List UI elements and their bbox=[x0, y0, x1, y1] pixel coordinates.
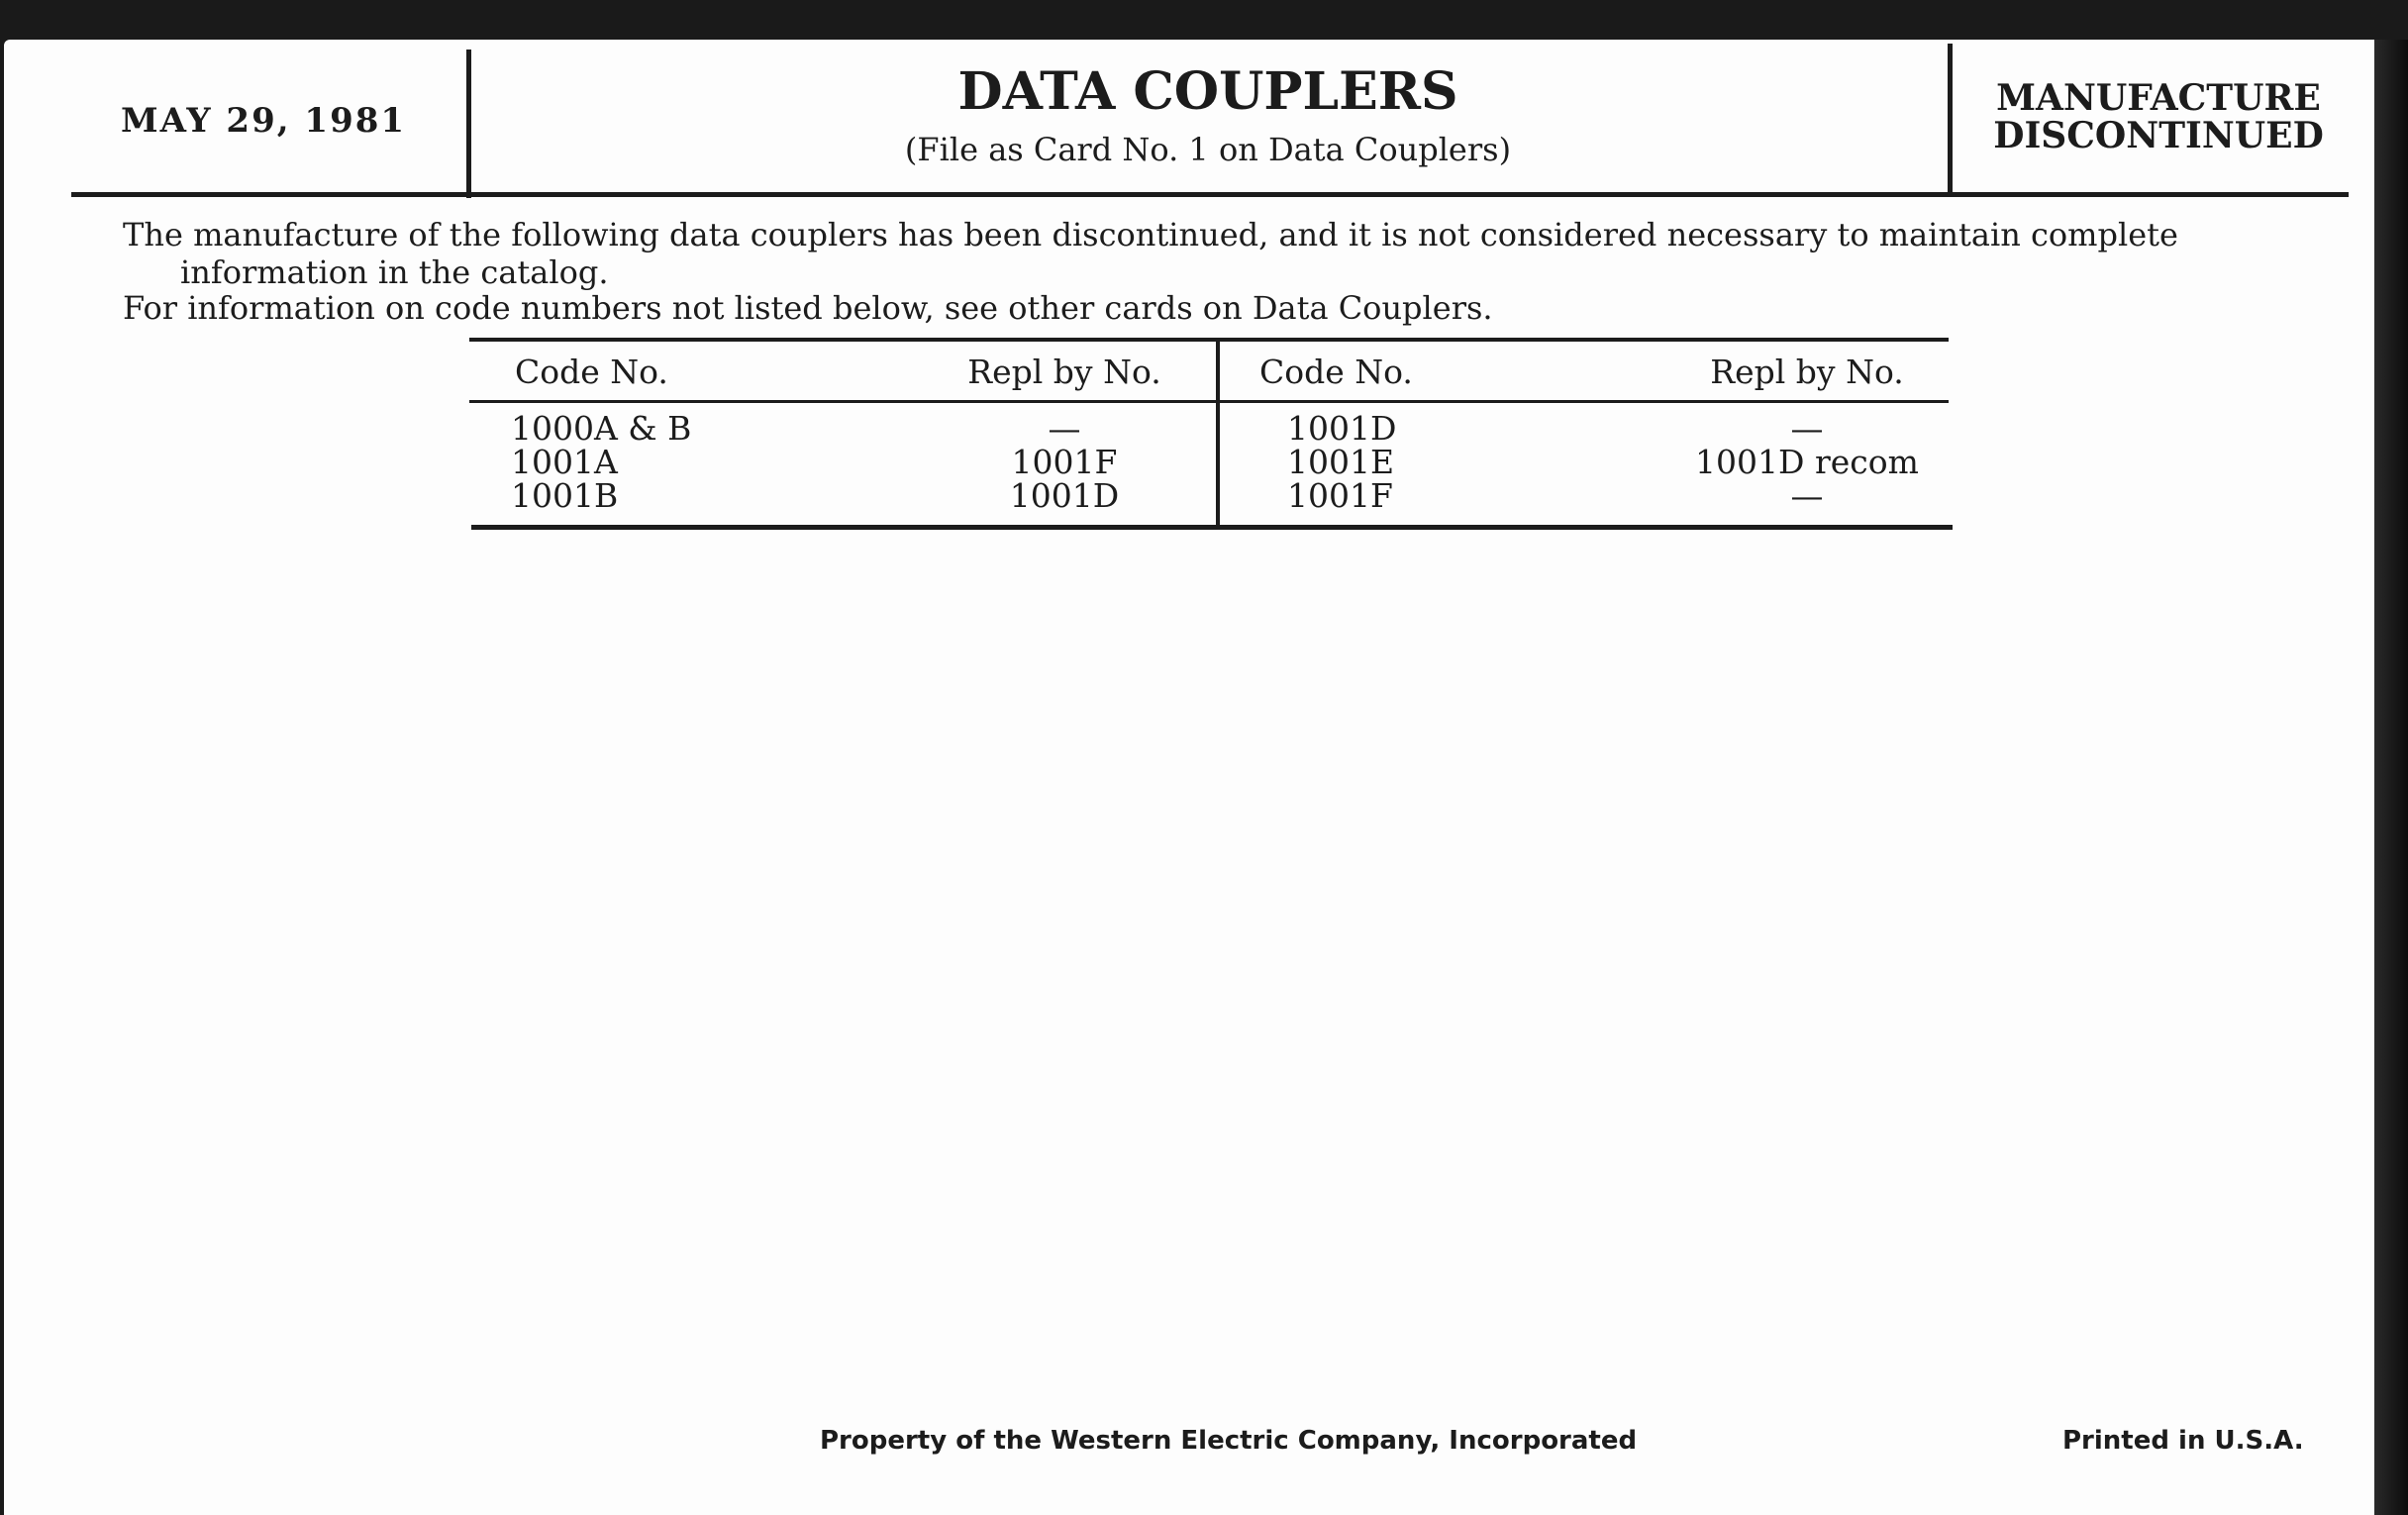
page-subtitle: (File as Card No. 1 on Data Couplers) bbox=[904, 131, 1512, 168]
intro-paragraph bbox=[123, 216, 2301, 291]
page-title: DATA COUPLERS bbox=[957, 61, 1458, 122]
header-divider-right bbox=[1948, 44, 1953, 194]
code-cell: 1001A bbox=[511, 443, 618, 481]
table-bottom-rule bbox=[471, 525, 1953, 530]
status-line-1: MANUFACTURE bbox=[1996, 77, 2321, 119]
table-row bbox=[1287, 409, 1397, 515]
repl-cell: 1001D recom bbox=[1695, 443, 1919, 481]
table-header-code-left: Code No. bbox=[515, 353, 668, 391]
table-row bbox=[1663, 409, 1951, 515]
code-cell: 1001F bbox=[1287, 476, 1393, 515]
header-rule bbox=[71, 192, 2349, 197]
repl-cell: 1001D bbox=[1009, 476, 1120, 515]
table-header-rule bbox=[469, 400, 1949, 403]
status-badge bbox=[1980, 79, 2337, 154]
code-cell: 1001E bbox=[1287, 443, 1395, 481]
table-row bbox=[921, 409, 1208, 515]
table-row bbox=[511, 409, 692, 515]
repl-cell: — bbox=[1790, 476, 1824, 515]
footer-printed: Printed in U.S.A. bbox=[2062, 1426, 2304, 1456]
status-line-2: DISCONTINUED bbox=[1993, 115, 2324, 156]
card-date: MAY 29, 1981 bbox=[121, 101, 407, 141]
table-top-rule bbox=[469, 338, 1949, 342]
table-header-repl-left: Repl by No. bbox=[967, 353, 1161, 391]
intro-line-1: The manufacture of the following data couplers has been discontinued, and it is not considered necessary to maintain complete bbox=[123, 216, 2178, 253]
repl-cell: — bbox=[1790, 409, 1824, 448]
repl-cell: — bbox=[1048, 409, 1081, 448]
intro-line-2: information in the catalog. bbox=[180, 253, 609, 291]
table-column-divider bbox=[1216, 340, 1220, 530]
table-header-repl-right: Repl by No. bbox=[1710, 353, 1904, 391]
code-cell: 1001D bbox=[1287, 409, 1397, 448]
repl-cell: 1001F bbox=[1011, 443, 1118, 481]
code-cell: 1000A & B bbox=[511, 409, 692, 448]
info-paragraph: For information on code numbers not listed below, see other cards on Data Couplers. bbox=[123, 289, 1493, 327]
footer-property: Property of the Western Electric Company, Incorporated bbox=[820, 1426, 1638, 1456]
table-header-code-right: Code No. bbox=[1259, 353, 1413, 391]
code-cell: 1001B bbox=[511, 476, 619, 515]
card-edge-shadow bbox=[2374, 40, 2408, 1515]
